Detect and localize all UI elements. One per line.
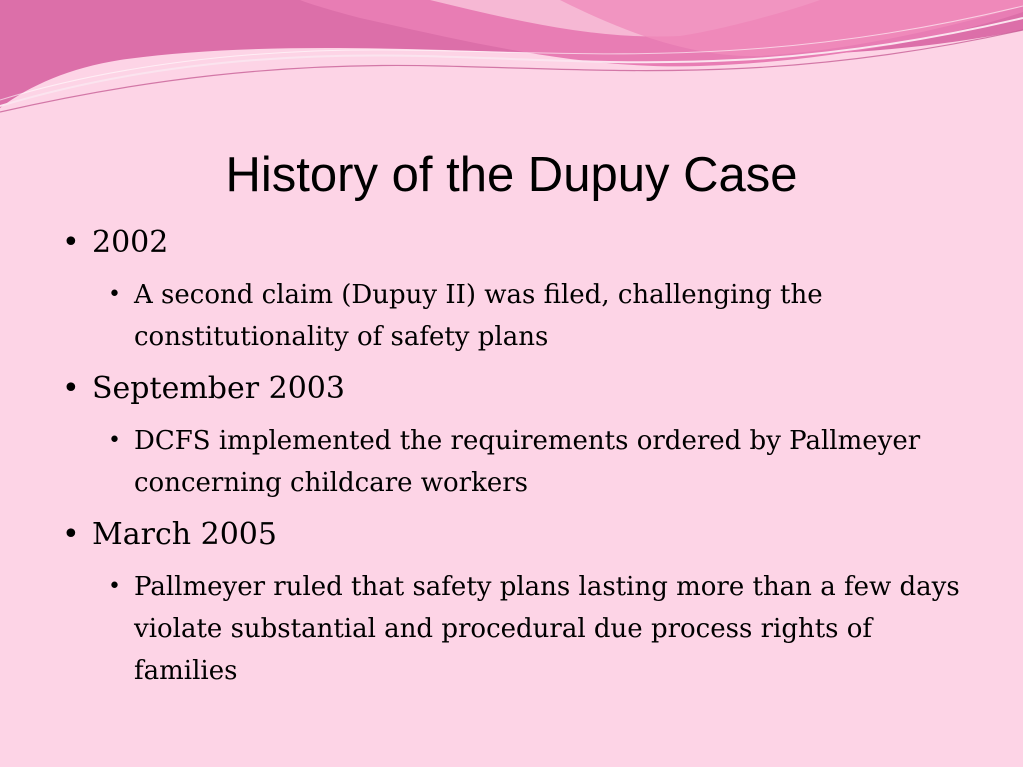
bullet-dot-icon: • <box>108 282 121 307</box>
sub-bullet-item <box>108 274 970 358</box>
bullet-item <box>60 514 970 556</box>
bullet-label: September 2003 <box>92 371 345 406</box>
bullet-dot-icon: • <box>108 428 121 453</box>
bullet-dot-icon: • <box>62 517 80 552</box>
sub-bullet-text: Pallmeyer ruled that safety plans lasting more than a few days violate substantial and procedural due process rights of families <box>134 572 960 686</box>
bullet-item <box>60 222 970 264</box>
sub-bullet-item <box>108 566 970 692</box>
bullet-list <box>60 222 970 702</box>
bullet-label: March 2005 <box>92 517 277 552</box>
bullet-label: 2002 <box>92 225 169 260</box>
slide-title: History of the Dupuy Case <box>225 148 798 202</box>
bullet-dot-icon: • <box>62 225 80 260</box>
bullet-dot-icon: • <box>108 574 121 599</box>
sub-bullet-text: DCFS implemented the requirements ordered by Pallmeyer concerning childcare workers <box>134 426 921 498</box>
sub-bullet-text: A second claim (Dupuy II) was filed, challenging the constitutionality of safety plans <box>134 280 823 352</box>
bullet-item <box>60 368 970 410</box>
sub-bullet-item <box>108 420 970 504</box>
bullet-dot-icon: • <box>62 371 80 406</box>
header-wave-decoration <box>0 0 1023 130</box>
